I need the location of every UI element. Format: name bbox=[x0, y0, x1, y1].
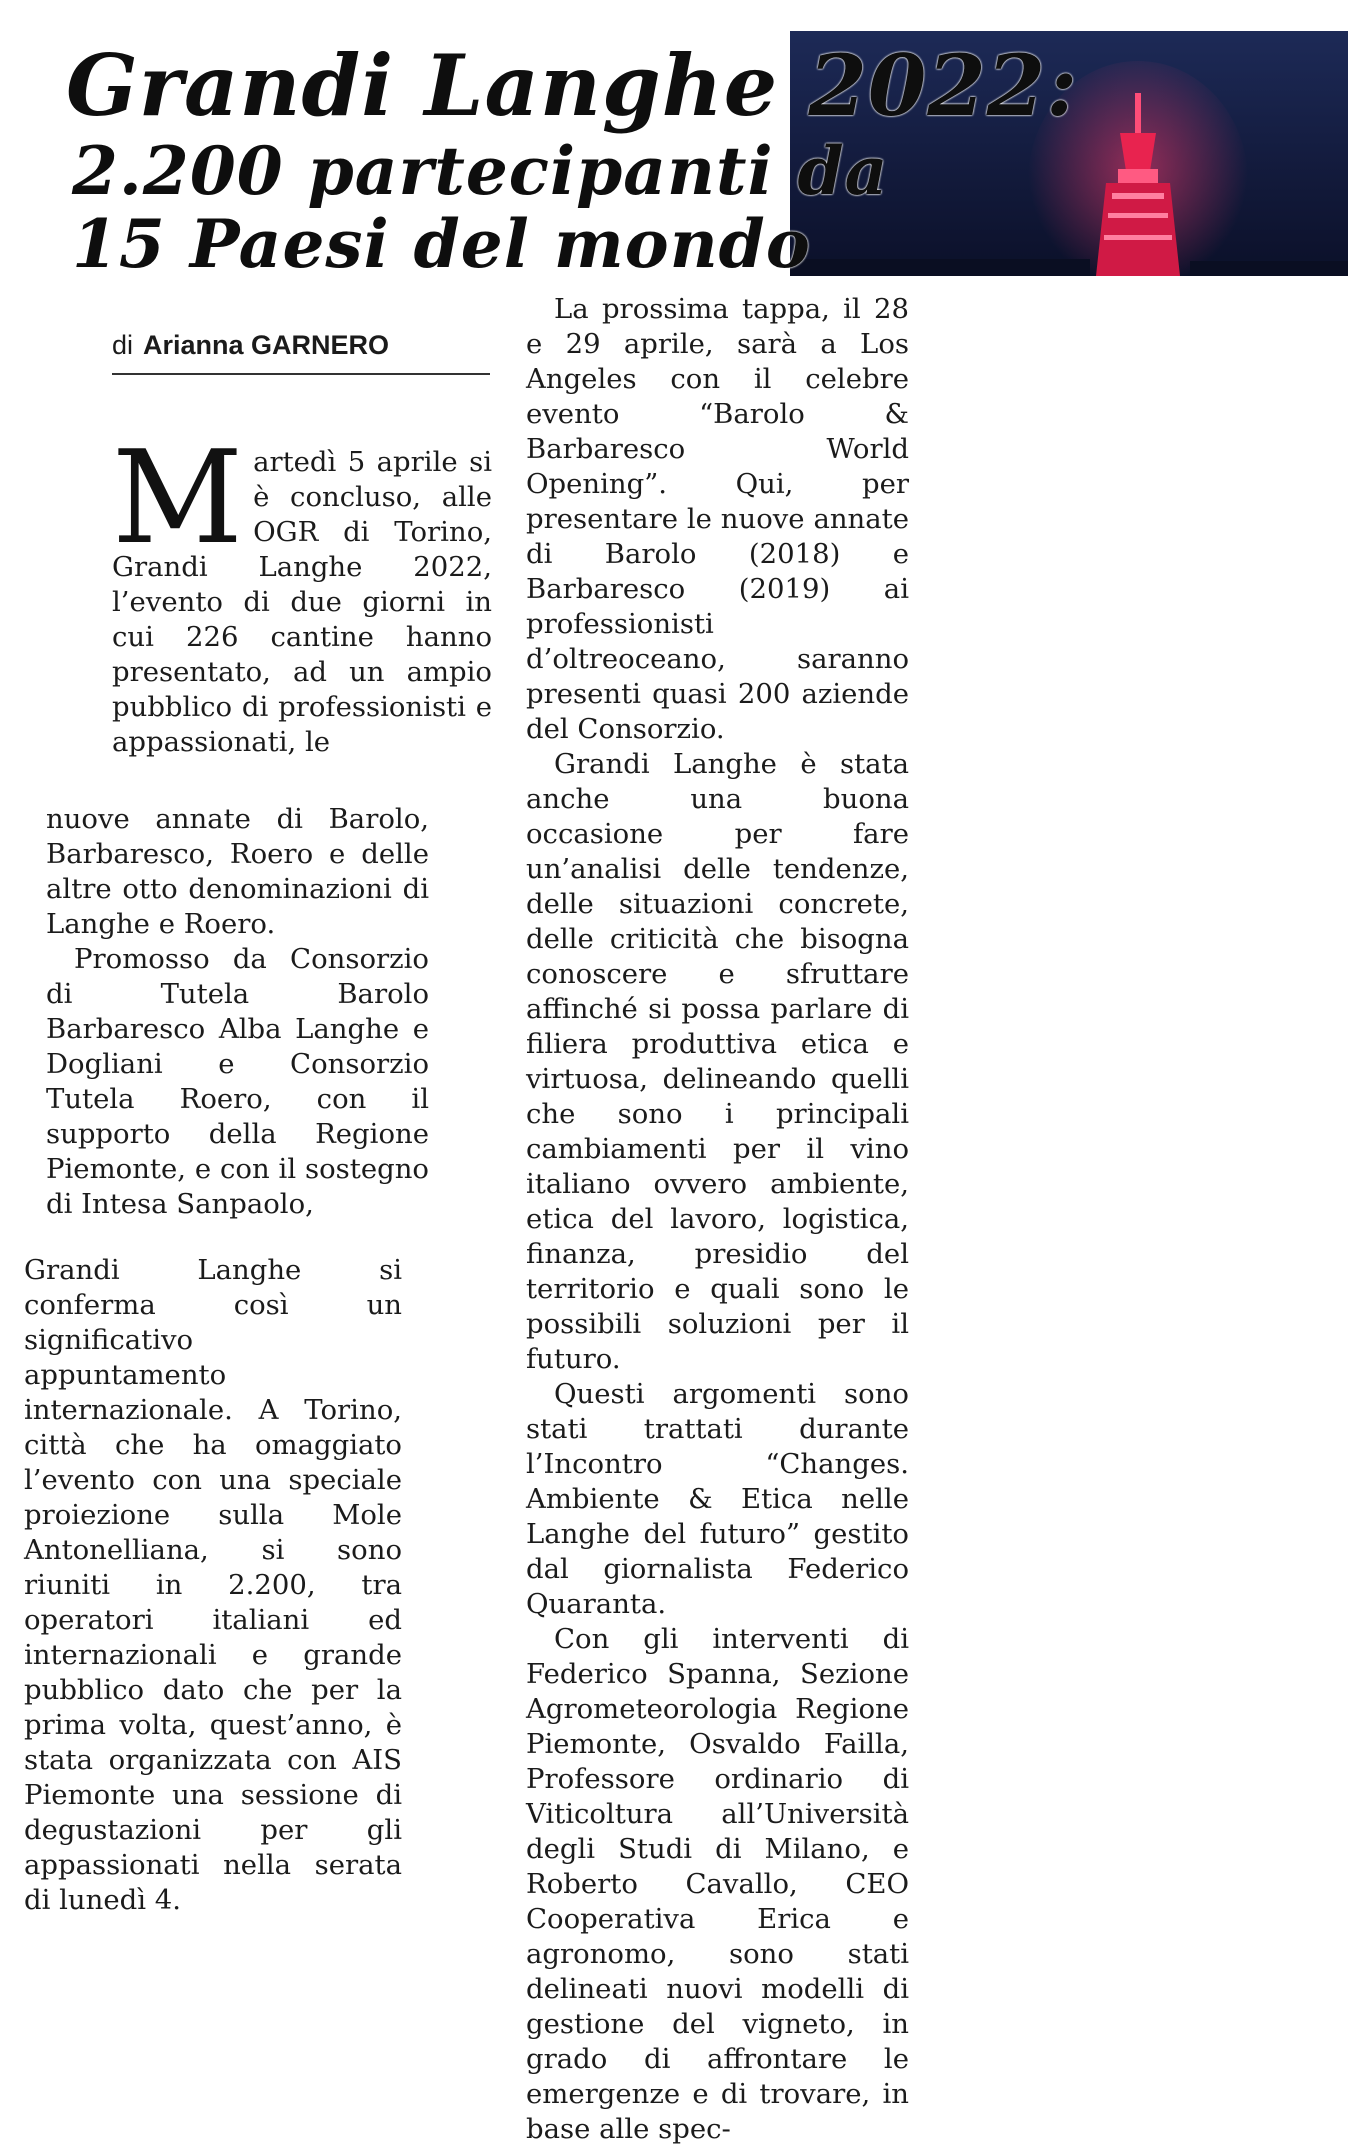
drop-cap: M bbox=[112, 424, 244, 573]
author-name: Arianna GARNERO bbox=[143, 330, 390, 360]
column-4 bbox=[526, 292, 909, 2147]
headline-line-1: Grandi Langhe 2022: bbox=[66, 36, 1079, 135]
paragraph-2-continued: Grandi Langhe si conferma così un significativo appuntamento internazionale. A Torino, città che ha omaggiato l’evento con una speciale proiezione sulla Mole Antonelliana, si sono riuniti in 2.200, tra operatori italiani ed internazionali e grande pubblico dato che per la prima volta, quest’anno, è stata organizzata con AIS Piemonte una sessione di degustazioni per gli appassionati nella serata di lunedì 4. bbox=[24, 1254, 402, 1916]
headline-line-3: 15 Paesi del mondo bbox=[72, 205, 811, 283]
paragraph-1-start bbox=[112, 424, 492, 760]
paragraph-1-continued: nuove annate di Barolo, Barbaresco, Roero e delle altre otto denominazioni di Langhe e Roero. bbox=[46, 803, 429, 940]
paragraph-1-text: artedì 5 aprile si è concluso, alle OGR di Torino, Grandi Langhe 2022, l’evento di due giorni in cui 226 cantine hanno presentato, ad un ampio pubblico di professionisti e appassionati, le bbox=[112, 446, 492, 758]
paragraph-4: Grandi Langhe è stata anche una buona occasione per fare un’analisi delle tendenze, delle situazioni concrete, delle criticità che bisogna conoscere e sfruttare affinché si possa parlare di filiera produttiva etica e virtuosa, delineando quelli che sono i principali cambiamenti per il vino italiano ovvero ambiente, etica del lavoro, logistica, finanza, presidio del territorio e quali sono le possibili soluzioni per il futuro. bbox=[526, 748, 909, 1375]
byline-prefix: di bbox=[112, 330, 134, 360]
paragraph-2: Promosso da Consorzio di Tutela Barolo Barbaresco Alba Langhe e Dogliani e Consorzio Tutela Roero, con il supporto della Regione Piemonte, e con il sostegno di Intesa Sanpaolo, bbox=[46, 943, 429, 1220]
paragraph-6: Con gli interventi di Federico Spanna, Sezione Agrometeorologia Regione Piemonte, Osvaldo Failla, Professore ordinario di Viticoltura all’Università degli Studi di Milano, e Roberto Cavallo, CEO Cooperativa Erica e agronomo, sono stati delineati nuovi modelli di gestione del vigneto, in grado di affrontare le emergenze e di trovare, in base alle spec- bbox=[526, 1623, 909, 2145]
column-2 bbox=[46, 802, 429, 1222]
column-3 bbox=[24, 1253, 402, 1918]
column-1 bbox=[112, 424, 492, 760]
paragraph-3: La prossima tappa, il 28 e 29 aprile, sarà a Los Angeles con il celebre evento “Barolo & Barbaresco World Opening”. Qui, per presentare le nuove annate di Barolo (2018) e Barbaresco (2019) ai professionisti d’oltreoceano, saranno presenti quasi 200 aziende del Consorzio. bbox=[526, 293, 909, 745]
paragraph-5: Questi argomenti sono stati trattati durante l’Incontro “Changes. Ambiente & Etica nelle Langhe del futuro” gestito dal giornalista Federico Quaranta. bbox=[526, 1378, 909, 1620]
headline-line-2: 2.200 partecipanti da bbox=[72, 132, 889, 210]
byline bbox=[112, 330, 490, 375]
